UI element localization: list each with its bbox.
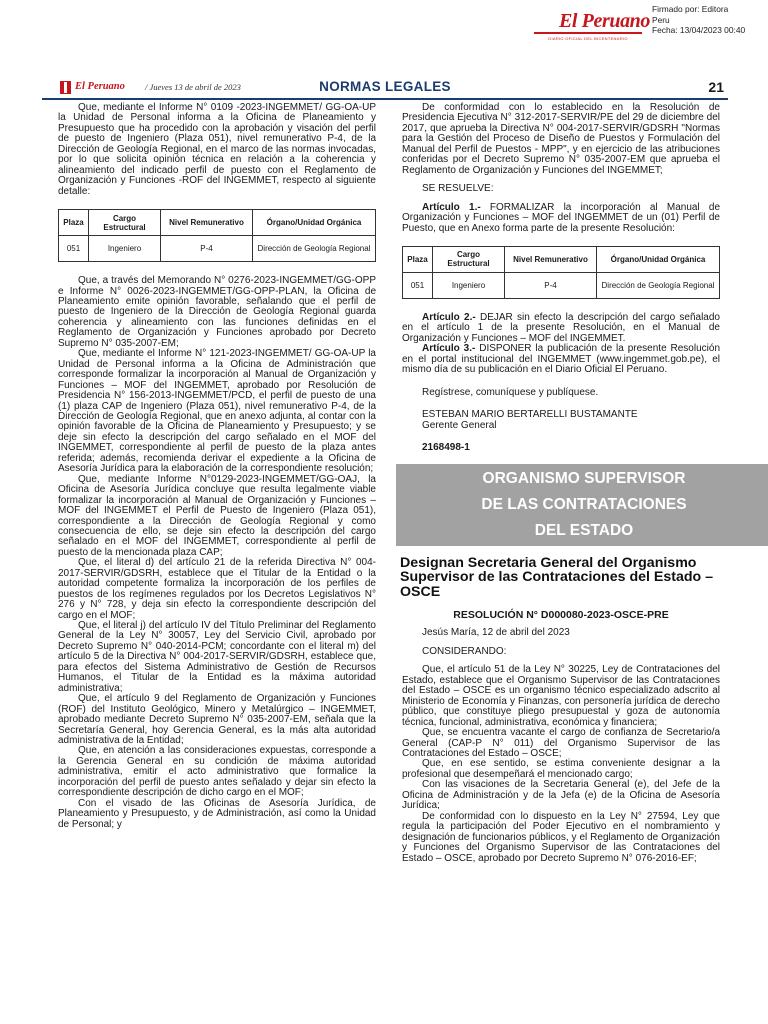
table-cell: Ingeniero bbox=[433, 272, 505, 298]
paragraph: Con las visaciones de la Secretaria General (e), del Jefe de la Oficina de Administración y de la Jefa (e) de la Oficina de Asesoría Jurídica; bbox=[402, 779, 720, 812]
position-table bbox=[58, 209, 376, 262]
paragraph: Que, se encuentra vacante el cargo de confianza de Secretario/a General (CAP-P N° 011) del Organismo Supervisor de las Contrataciones del Estado – OSCE; bbox=[402, 727, 720, 759]
article-label: Artículo 1.- bbox=[422, 201, 481, 213]
paragraph: Que, el artículo 51 de la Ley N° 30225, Ley de Contrataciones del Estado, establece que el Organismo Supervisor de las Contrataciones del Estado – OSCE es un organismo técnico especializado adscrito al Ministerio de Economía y Finanzas, con personería jurídica de derecho público, que constituye pliego presupuestal y goza de autonomía técnica, funcional, administrativa, económica y financiera; bbox=[402, 664, 720, 728]
right-column bbox=[402, 103, 720, 864]
section-title: NORMAS LEGALES bbox=[319, 79, 451, 94]
table-header: Órgano/Unidad Orgánica bbox=[253, 210, 376, 236]
considerando: CONSIDERANDO: bbox=[422, 645, 507, 657]
digital-signature bbox=[652, 4, 768, 36]
resolution-number: RESOLUCIÓN N° D000080-2023-OSCE-PRE bbox=[453, 609, 669, 622]
closing-formula: Regístrese, comuníquese y publíquese. bbox=[422, 386, 599, 398]
table-cell: Dirección de Geología Regional bbox=[597, 272, 720, 298]
paragraph: Que, mediante el Informe N° 121-2023-INGEMMET/ GG-OA-UP la Unidad de Personal informa a la Oficina de Administración que corresponde formalizar la incorporación al Manual de Organización y Funciones – MOF del INGEMMET, aprobado por Resolución de Presidencia N° 156-2013-INGEMMET/PCD, el perfil de puesto de una (1) plaza CAP de Ingeniero (Plaza 051), nivel remunerativo P-4, de la Dirección de Geología Regional, que en anexo adjunta, al contar con la opinión favorable de la Oficina de Planeamiento y Presupuesto; y se deje sin efecto la descripción del cargo señalado en el MOF del INGEMMET, correspondiente al perfil de puesto de la plaza antes referida; además, recomienda derivar el expediente a la Oficina de Asesoría Jurídica para la elaboración de la correspondiente resolución; bbox=[58, 348, 376, 475]
article-2 bbox=[402, 313, 720, 344]
article-text: FORMALIZAR la incorporación al Manual de Organización y Funciones – MOF del INGEMMET de un (01) Perfil de Puesto, que en Anexo forma parte de la presente Resolución: bbox=[402, 201, 721, 234]
table-cell: P-4 bbox=[161, 236, 253, 262]
table-header: Cargo Estructural bbox=[433, 246, 505, 272]
table-header-row bbox=[59, 210, 376, 236]
signer-name: ESTEBAN MARIO BERTARELLI BUSTAMANTE bbox=[422, 409, 638, 421]
header-newspaper-name: El Peruano bbox=[75, 81, 125, 92]
signer-role: Gerente General bbox=[422, 419, 497, 431]
table-header: Cargo Estructural bbox=[89, 210, 161, 236]
table-row bbox=[59, 236, 376, 262]
decree-title: Designan Secretaria General del Organismo Supervisor de las Contrataciones del Estado – OSCE bbox=[400, 554, 714, 600]
place-date: Jesús María, 12 de abril del 2023 bbox=[422, 627, 570, 639]
table-header: Órgano/Unidad Orgánica bbox=[597, 246, 720, 272]
paragraph: Con el visado de las Oficinas de Asesoría Jurídica, de Planeamiento y Presupuesto, y de Administración, así como la Unidad de Personal; y bbox=[58, 797, 376, 830]
article-text: DISPONER la publicación de la presente Resolución en el portal institucional del INGEMMET (www.ingemmet.gob.pe), el mismo día de su publicación en el Diario Oficial El Peruano. bbox=[402, 343, 720, 376]
se-resuelve: SE RESUELVE: bbox=[422, 183, 494, 195]
article-3 bbox=[402, 344, 720, 375]
article-text: DEJAR sin efecto la descripción del cargo señalado en el artículo 1 de la presente Resolución, en el Manual de Organización y Funciones – MOF del INGEMMET. bbox=[402, 311, 720, 344]
header-rule bbox=[42, 98, 728, 100]
signature-line: Fecha: 13/04/2023 00:40 bbox=[652, 25, 746, 35]
paragraph: Que, en ese sentido, se estima conveniente designar a la profesional que desempeñará el mencionado cargo; bbox=[402, 758, 720, 780]
paragraph: Que, en atención a las consideraciones expuestas, corresponde a la Gerencia General en su condición de máxima autoridad administrativa, emitir el acto administrativo que formalice la incorporación del perfil de puesto antes señalado y dejar sin efecto la correspondiente descripción de dicho cargo en el MOF; bbox=[58, 745, 376, 799]
banner-line: DEL ESTADO bbox=[534, 521, 634, 539]
table-header-row bbox=[403, 246, 720, 272]
table-header: Nivel Remunerativo bbox=[161, 210, 253, 236]
paragraph: Que, el artículo 9 del Reglamento de Organización y Funciones (ROF) del Instituto Geológico, Minero y Metalúrgico – INGEMMET, aprobado mediante Decreto Supremo N° 035-2007-EM, señala que la Secretaría General, hoy Gerencia General, es la más alta autoridad administrativa de la Entidad; bbox=[58, 693, 376, 747]
table-cell: Ingeniero bbox=[89, 236, 161, 262]
table-cell: P-4 bbox=[505, 272, 597, 298]
table-header: Plaza bbox=[59, 210, 89, 236]
banner-line: DE LAS CONTRATACIONES bbox=[481, 495, 687, 513]
institution-banner bbox=[396, 464, 768, 546]
brand-logo: El Peruano bbox=[558, 10, 650, 32]
header-date: / Jueves 13 de abril de 2023 bbox=[145, 82, 241, 92]
article-label: Artículo 2.- bbox=[422, 311, 476, 323]
position-table bbox=[402, 246, 720, 299]
table-cell: 051 bbox=[403, 272, 433, 298]
paragraph: Que, mediante Informe N°0129-2023-INGEMMET/GG-OAJ, la Oficina de Asesoría Jurídica concluye que resulta legalmente viable formalizar la incorporación al Manual de Organización y Funciones – MOF del INGEMMET el Perfil de Puesto de Ingeniero (Plaza 051), correspondiente a la Dirección de Geología Regional y como consecuencia de ello, se deje sin efecto la descripción del cargo señalado en el MOF del INGEMMET, correspondiente al perfil de puesto de la mencionada plaza CAP; bbox=[58, 473, 376, 558]
table-cell: 051 bbox=[59, 236, 89, 262]
paragraph: Que, a través del Memorando N° 0276-2023-INGEMMET/GG-OPP e Informe N° 0026-2023-INGEMMET/GG-OPP-PLAN, la Oficina de Planeamiento emite opinión favorable, señalando que el perfil de puesto de Ingeniero de la Dirección de Geología Regional guarda coherencia y alineamiento con las funciones definidas en el Reglamento de Organización y Funciones aprobado por Decreto Supremo N° 035-2007-EM; bbox=[58, 275, 376, 349]
article-1 bbox=[402, 203, 720, 234]
table-cell: Dirección de Geología Regional bbox=[253, 236, 376, 262]
table-row bbox=[403, 272, 720, 298]
brand-rule bbox=[534, 32, 642, 34]
signature-line: Peru bbox=[652, 14, 670, 25]
paragraph: Que, mediante el Informe N° 0109 -2023-INGEMMET/ GG-OA-UP la Unidad de Personal informa a la Oficina de Planeamiento y Presupuesto que ha procedido con la aprobación y visación del perfil de puesto de Ingeniero (Plaza 051), nivel remunerativo P-4, de la Dirección de Geología Regional, en el marco de las normas invocadas, por lo que solicita opinión técnica en relación a la coherencia y alineamiento del indicado perfil de puesto con el Reglamento de Organización y Funciones -ROF del INGEMMET, respecto al siguiente detalle: bbox=[58, 102, 376, 197]
article-label: Artículo 3.- bbox=[422, 343, 476, 355]
left-column bbox=[58, 103, 376, 830]
banner-line: ORGANISMO SUPERVISOR bbox=[482, 469, 686, 487]
page-number: 21 bbox=[708, 79, 724, 95]
table-header: Plaza bbox=[403, 246, 433, 272]
paragraph: Que, el literal j) del artículo IV del Título Preliminar del Reglamento General de la Ley N° 30057, Ley del Servicio Civil, aprobado por Decreto Supremo N° 040-2014-PCM; concordante con el literal m) del artículo 5 de la Directiva N° 004-2017-SERVIR/GDSRH, establece que, para efectos del Sistema Administrativo de Gestión de Recursos Humanos, el Titular de la Entidad es la máxima autoridad administrativa; bbox=[58, 620, 376, 694]
paragraph: De conformidad con lo establecido en la Resolución de Presidencia Ejecutiva N° 312-2017-SERVIR/PE del 29 de diciembre del 2017, que aprueba la Directiva N° 004-2017-SERVIR/GDSRH "Normas para la Gestión del Proceso de Diseño de Puestos y Formulación del Manual del Perfil de Puestos - MPP", y en ejercicio de las atribuciones conferidas por el Decreto Supremo N° 035-2007-EM que aprueba el Reglamento de Organización y Funciones del INGEMMET; bbox=[402, 102, 720, 176]
publication-code: 2168498-1 bbox=[422, 442, 470, 454]
brand-tagline: DIARIO OFICIAL DEL BICENTENARIO bbox=[548, 36, 628, 41]
table-header: Nivel Remunerativo bbox=[505, 246, 597, 272]
signature-line: Firmado por: Editora bbox=[652, 4, 729, 14]
running-header bbox=[42, 78, 728, 100]
paragraph: De conformidad con lo dispuesto en la Ley N° 27594, Ley que regula la participación del Poder Ejecutivo en el nombramiento y designación de funcionarios públicos, y el Reglamento de Organización y Funciones del Organismo Supervisor de las Contrataciones del Estado – OSCE, aprobado por Decreto Supremo N° 076-2016-EF; bbox=[402, 810, 720, 864]
paragraph: Que, el literal d) del artículo 21 de la referida Directiva N° 004-2017-SERVIR/GDSRH, establece que el Titular de la Entidad o la autoridad competente formaliza la incorporación de los perfiles de puestos de los regímenes regulados por los Decretos Legislativos N° 276 y N° 728, y deja sin efecto la correspondiente descripción del cargo en el MOF; bbox=[58, 557, 376, 621]
